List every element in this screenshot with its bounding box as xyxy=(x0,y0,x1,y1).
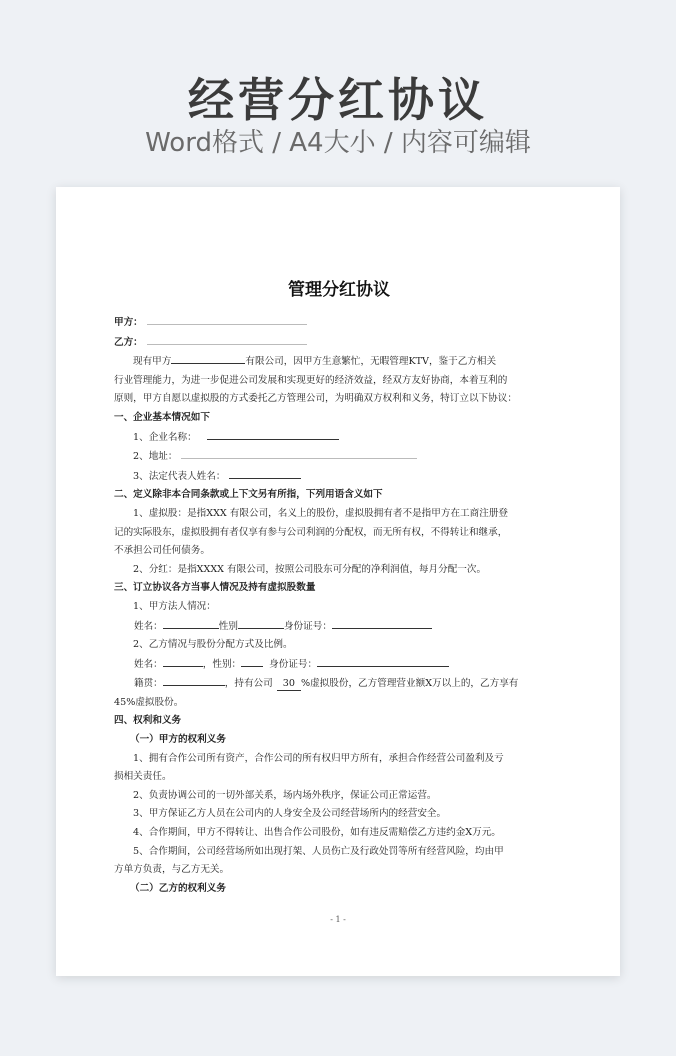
company-name-blank xyxy=(207,428,339,440)
dividend-line: 2、分红：是指XXXX 有限公司，按照公司股东可分配的净利润值，每月分配一次。 xyxy=(133,563,487,575)
id-blank xyxy=(317,655,449,667)
holding-percent: 30 xyxy=(277,678,301,691)
intro-line-2: 行业管理能力，为进一步促进公司发展和实现更好的经济效益，经双方友好协商，本着互利的 xyxy=(114,374,508,386)
page-number: - 1 - xyxy=(330,915,346,924)
section-heading: 二、定义除非本合同条款或上下文另有所指，下列用语含义如下 xyxy=(114,489,383,501)
party-b-share-line: 2、乙方情况与股份分配方式及比例。 xyxy=(133,639,293,651)
subsection-heading: （二）乙方的权利义务 xyxy=(130,882,226,894)
intro-line-1 xyxy=(114,352,564,372)
intro-text: 现有甲方 xyxy=(133,356,172,368)
party-a-legal-line: 1、甲方法人情况： xyxy=(133,600,216,612)
hero-title: 经营分红协议 xyxy=(188,73,488,127)
address-blank xyxy=(181,447,417,459)
gender-label: 性别 xyxy=(218,620,238,632)
intro-text: 有限公司，因甲方生意繁忙，无暇管理KTV，鉴于乙方相关 xyxy=(245,356,497,368)
rights-a-line-5b: 方单方负责，与乙方无关。 xyxy=(114,864,230,876)
section-heading: 一、企业基本情况如下 xyxy=(114,411,210,423)
legal-rep-label: 3、法定代表人姓名： xyxy=(133,470,226,482)
party-b-info-row xyxy=(114,655,564,675)
document-title: 管理分红协议 xyxy=(288,280,390,300)
rights-a-line-3: 3、甲方保证乙方人员在公司内的人身安全及公司经营场所内的经营安全。 xyxy=(133,808,447,820)
virtual-share-line-3: 不承担公司任何债务。 xyxy=(114,545,210,557)
party-b-line xyxy=(114,333,564,353)
legal-rep-blank xyxy=(229,467,301,479)
party-b-label: 乙方： xyxy=(114,336,143,348)
rights-a-line-5: 5、合作期间，公司经营场所如出现打架、人员伤亡及行政处罚等所有经营风险，均由甲 xyxy=(133,845,504,857)
address-label: 2、地址： xyxy=(133,451,178,463)
origin-blank xyxy=(163,674,225,686)
party-a-info-row xyxy=(114,617,564,637)
name-blank xyxy=(163,617,219,629)
gender-blank xyxy=(241,655,263,667)
party-a-line xyxy=(114,313,564,333)
id-label: 身份证号： xyxy=(269,658,318,670)
section-heading: 三、订立协议各方当事人情况及持有虚拟股数量 xyxy=(114,582,316,594)
id-blank xyxy=(332,617,432,629)
document-body xyxy=(114,277,564,898)
virtual-share-line-1: 1、虚拟股：是指XXX 有限公司，名义上的股份，虚拟股拥有者不是指甲方在工商注册登 xyxy=(133,507,509,519)
rights-a-line-1b: 损相关责任。 xyxy=(114,771,172,783)
intro-line-3: 原则，甲方自愿以虚拟股的方式委托乙方管理公司，为明确双方权利和义务，特订立以下协议： xyxy=(114,393,517,405)
rights-a-line-2: 2、负责协调公司的一切外部关系，场内场外秩序，保证公司正常运营。 xyxy=(133,789,437,801)
document-page xyxy=(56,187,620,976)
hero-subtitle: Word格式 / A4大小 / 内容可编辑 xyxy=(145,128,531,158)
subsection-heading: （一）甲方的权利义务 xyxy=(130,734,226,746)
rights-a-line-1: 1、拥有合作公司所有资产，合作公司的所有权归甲方所有，承担合作经营公司盈利及亏 xyxy=(133,752,504,764)
company-name-label: 1、企业名称： xyxy=(133,431,197,443)
party-a-label: 甲方： xyxy=(114,317,143,328)
company-name-line xyxy=(114,428,564,448)
party-b-origin-row xyxy=(114,674,564,694)
legal-rep-line xyxy=(114,467,564,487)
name-blank xyxy=(163,655,203,667)
rights-a-line-4: 4、合作期间，甲方不得转让、出售合作公司股份，如有违反需赔偿乙方违约金X万元。 xyxy=(133,827,501,839)
name-label: 姓名： xyxy=(134,620,163,632)
section-heading: 四、权利和义务 xyxy=(114,715,182,727)
holding-text: ，持有公司 xyxy=(224,678,273,690)
party-a-blank xyxy=(147,313,307,325)
virtual-share-line-2: 记的实际股东，虚拟股拥有者仅享有参与公司利润的分配权，而无所有权，不得转让和继承， xyxy=(114,526,508,538)
party-b-blank xyxy=(147,333,307,345)
holding-text-2: %虚拟股份，乙方管理营业额X万以上的，乙方享有 xyxy=(300,678,519,690)
address-line xyxy=(114,447,564,467)
name-label: 姓名： xyxy=(134,658,163,670)
party-b-share-45-line: 45%虚拟股份。 xyxy=(114,696,184,708)
gender-label: ，性别： xyxy=(202,658,242,670)
id-label: 身份证号： xyxy=(283,620,332,632)
gender-blank xyxy=(238,617,284,629)
company-blank xyxy=(171,352,245,364)
origin-label: 籍贯： xyxy=(134,678,163,690)
